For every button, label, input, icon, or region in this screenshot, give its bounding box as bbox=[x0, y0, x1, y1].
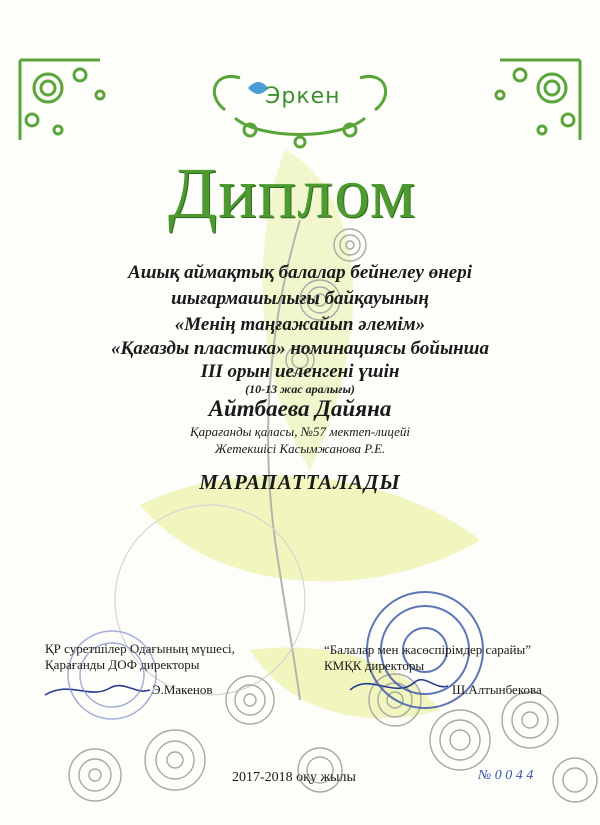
left-signer-title-2: Қарағанды ДОФ директоры bbox=[45, 657, 200, 672]
congrats-text: МАРАПАТТАЛАДЫ bbox=[199, 470, 401, 494]
body-line-3: «Менің таңғажайып әлемім» bbox=[174, 314, 426, 335]
body-line-5: III орын иеленгені үшін bbox=[200, 361, 400, 382]
corner-ornament-left bbox=[20, 60, 104, 140]
left-signer-title-1: ҚР суретшілер Одағының мүшесі, bbox=[45, 641, 235, 656]
right-signer-name: Ш.Алтынбекова bbox=[452, 682, 542, 697]
recipient-name: Айтбаева Дайяна bbox=[208, 396, 392, 421]
body-line-4: «Қағазды пластика» номинациясы бойынша bbox=[110, 338, 490, 359]
recipient-teacher: Жетекшісі Касымжанова Р.Е. bbox=[214, 441, 386, 456]
recipient-school: Қарағанды қаласы, №57 мектеп-лицейі bbox=[189, 424, 411, 439]
diploma-title: Диплом bbox=[168, 153, 417, 233]
certificate-number: № 0 0 4 4 bbox=[478, 768, 534, 783]
academic-year: 2017-2018 оқу жылы bbox=[232, 770, 356, 785]
corner-ornament-right bbox=[496, 60, 580, 140]
age-group: (10-13 жас аралығы) bbox=[245, 382, 355, 396]
signature-left bbox=[45, 686, 150, 695]
logo-text: Эркен bbox=[265, 84, 341, 109]
right-signer-title-2: КМҚК директоры bbox=[324, 658, 425, 673]
right-signer-title-1: “Балалар мен жасөспірімдер сарайы” bbox=[324, 642, 531, 657]
left-signer-name: Э.Макенов bbox=[152, 682, 213, 697]
body-line-2: шығармашылығы байқауының bbox=[171, 288, 429, 309]
body-line-1: Ашық аймақтық балалар бейнелеу өнері bbox=[128, 262, 472, 283]
